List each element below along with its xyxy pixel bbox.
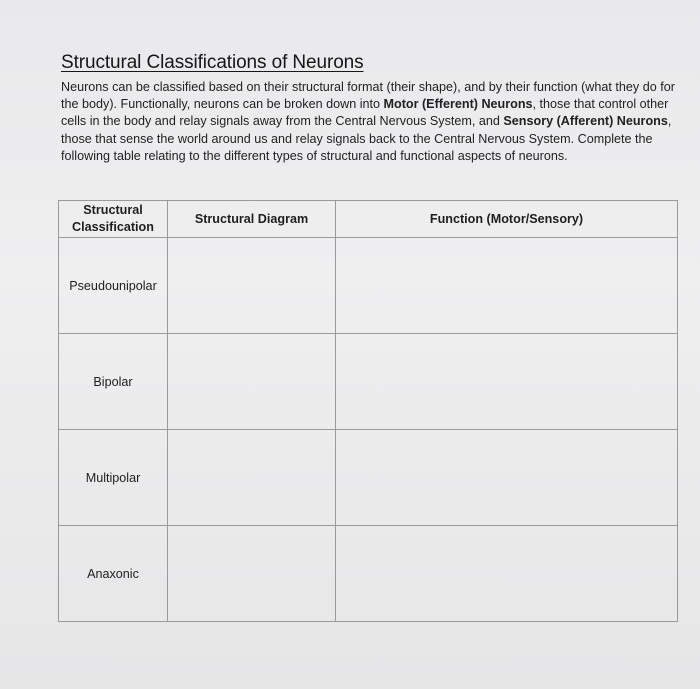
intro-sensory-term: Sensory (Afferent) Neurons	[503, 114, 668, 129]
function-cell[interactable]	[336, 334, 678, 430]
intro-paragraph	[61, 79, 686, 165]
table-row	[59, 526, 678, 622]
header-structural-classification: Structural Classification	[59, 201, 168, 238]
function-cell[interactable]	[336, 238, 678, 334]
page-title: Structural Classifications of Neurons	[61, 52, 364, 73]
diagram-cell[interactable]	[168, 526, 336, 622]
table-row	[59, 334, 678, 430]
header-structural-diagram: Structural Diagram	[168, 201, 336, 238]
classification-cell: Bipolar	[59, 334, 168, 430]
intro-text-1: Neurons can be classified based on their structural format (their shape), and by their function (what they do for the body). Functionally, neurons can be broken down into	[61, 80, 675, 112]
classification-cell: Anaxonic	[59, 526, 168, 622]
intro-motor-term: Motor (Efferent) Neurons	[383, 97, 533, 112]
function-cell[interactable]	[336, 526, 678, 622]
classification-cell: Multipolar	[59, 430, 168, 526]
header-function: Function (Motor/Sensory)	[336, 201, 678, 238]
function-cell[interactable]	[336, 430, 678, 526]
table-row	[59, 238, 678, 334]
diagram-cell[interactable]	[168, 334, 336, 430]
classification-cell: Pseudounipolar	[59, 238, 168, 334]
neuron-classification-table	[58, 200, 678, 622]
intro-text-2: , those that control other cells in the body and relay signals away from the Central Nervous System, and	[61, 97, 669, 129]
diagram-cell[interactable]	[168, 430, 336, 526]
intro-text-3: , those that sense the world around us and relay signals back to the Central Nervous System. Complete the following table relating to the different types of structural and functional aspects of neurons.	[61, 114, 672, 163]
table-header-row	[59, 201, 678, 238]
table-row	[59, 430, 678, 526]
diagram-cell[interactable]	[168, 238, 336, 334]
